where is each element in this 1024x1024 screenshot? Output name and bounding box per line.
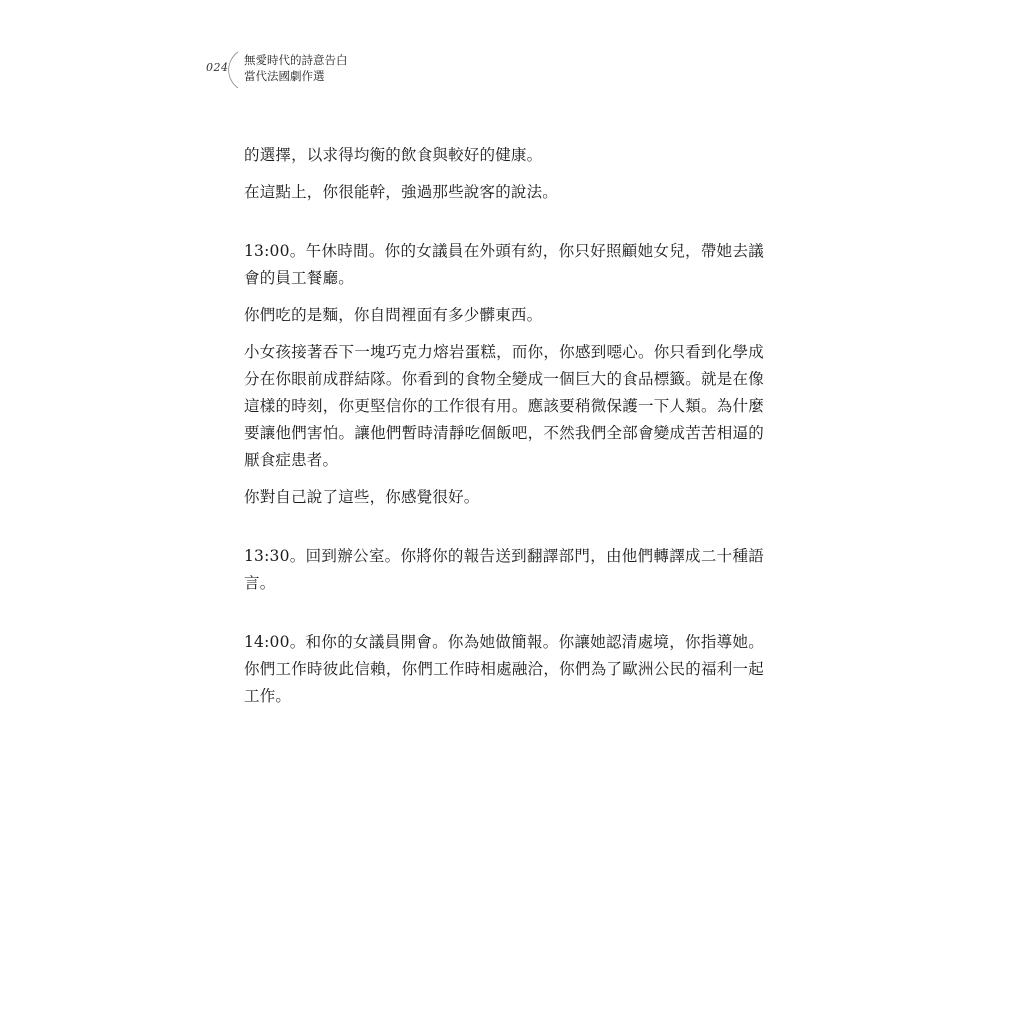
paragraph: 你對自己說了這些，你感覺很好。	[244, 488, 480, 506]
paragraph: 小女孩接著吞下一塊巧克力熔岩蛋糕，而你，你感到噁心。你只看到化學成分在你眼前成群結隊。你看到的食物全變成一個巨大的食品標籤。就是在像這樣的時刻，你更堅信你的工作很有用。應該要稍微保護一下人類。為什麼要讓他們害怕。讓他們暫時清靜吃個飯吧，不然我們全部會變成苦苦相逼的厭食症患者。	[244, 343, 764, 469]
paragraph: 你們吃的是麵，你自問裡面有多少髒東西。	[244, 306, 543, 324]
book-title: 無愛時代的詩意告白	[244, 53, 348, 67]
body-text	[244, 142, 764, 720]
paragraph: 13:30。回到辦公室。你將你的報告送到翻譯部門，由他們轉譯成二十種語言。	[244, 547, 764, 592]
paragraph: 14:00。和你的女議員開會。你為她做簡報。你讓她認清處境，你指導她。你們工作時彼此信賴，你們工作時相處融洽，你們為了歐洲公民的福利一起工作。	[244, 633, 764, 705]
header-titles	[244, 52, 348, 84]
running-header	[198, 50, 498, 90]
series-title: 當代法國劇作選	[244, 69, 325, 83]
paragraph: 在這點上，你很能幹，強過那些說客的說法。	[244, 183, 559, 201]
page-number: 024	[206, 61, 229, 74]
paragraph: 13:00。午休時間。你的女議員在外頭有約，你只好照顧她女兒，帶她去議會的員工餐廳。	[244, 242, 764, 287]
paragraph: 的選擇，以求得均衡的飲食與較好的健康。	[244, 146, 543, 164]
